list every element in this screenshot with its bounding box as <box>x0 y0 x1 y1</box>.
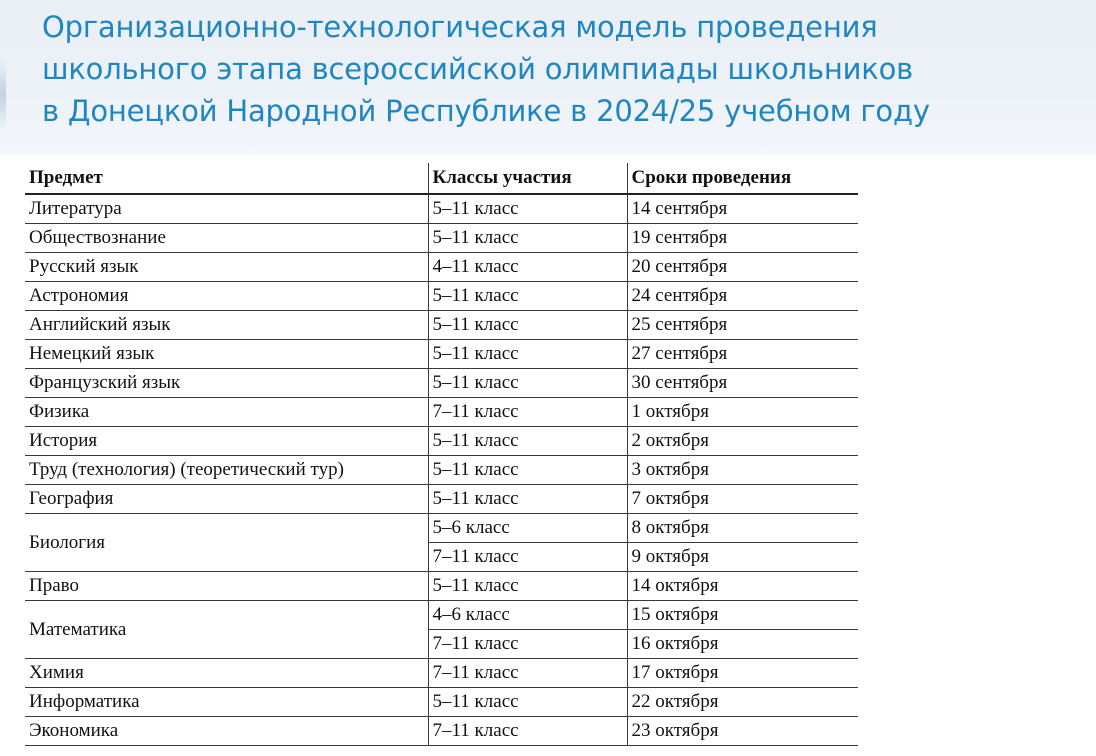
date-cell: 1 октября <box>627 398 858 427</box>
table-row <box>25 311 858 340</box>
classes-cell: 7–11 класс <box>428 543 627 572</box>
classes-cell: 7–11 класс <box>428 717 627 746</box>
table-row <box>25 398 858 427</box>
classes-cell: 4–11 класс <box>428 253 627 282</box>
table-header-row <box>25 163 858 194</box>
table-row <box>25 572 858 601</box>
classes-cell: 7–11 класс <box>428 398 627 427</box>
table-row <box>25 282 858 311</box>
classes-cell: 5–11 класс <box>428 224 627 253</box>
title-line-2: школьного этапа всероссийской олимпиады школьников <box>42 52 914 86</box>
subject-cell: География <box>25 485 428 514</box>
title-banner <box>0 0 1096 155</box>
classes-cell: 5–11 класс <box>428 194 627 224</box>
olympiad-schedule-table <box>25 163 858 746</box>
classes-cell: 5–11 класс <box>428 688 627 717</box>
table-row <box>25 340 858 369</box>
subject-cell: Физика <box>25 398 428 427</box>
date-cell: 24 сентября <box>627 282 858 311</box>
subject-cell: Биология <box>25 514 428 572</box>
date-cell: 9 октября <box>627 543 858 572</box>
subject-cell: Экономика <box>25 717 428 746</box>
table-row <box>25 253 858 282</box>
subject-cell: Информатика <box>25 688 428 717</box>
classes-cell: 5–11 класс <box>428 311 627 340</box>
table-row <box>25 659 858 688</box>
page-title <box>42 6 930 132</box>
subject-cell: Немецкий язык <box>25 340 428 369</box>
subject-cell: Обществознание <box>25 224 428 253</box>
date-cell: 23 октября <box>627 717 858 746</box>
table-row <box>25 224 858 253</box>
subject-cell: Математика <box>25 601 428 659</box>
header-subject: Предмет <box>25 163 428 194</box>
subject-cell: Право <box>25 572 428 601</box>
date-cell: 15 октября <box>627 601 858 630</box>
table-row <box>25 601 858 630</box>
classes-cell: 5–11 класс <box>428 427 627 456</box>
table-row <box>25 688 858 717</box>
date-cell: 8 октября <box>627 514 858 543</box>
classes-cell: 5–11 класс <box>428 485 627 514</box>
subject-cell: Английский язык <box>25 311 428 340</box>
date-cell: 16 октября <box>627 630 858 659</box>
classes-cell: 7–11 класс <box>428 630 627 659</box>
header-dates: Сроки проведения <box>627 163 858 194</box>
table-row <box>25 514 858 543</box>
subject-cell: Химия <box>25 659 428 688</box>
classes-cell: 5–11 класс <box>428 456 627 485</box>
header-classes: Классы участия <box>428 163 627 194</box>
date-cell: 19 сентября <box>627 224 858 253</box>
date-cell: 20 сентября <box>627 253 858 282</box>
classes-cell: 5–6 класс <box>428 514 627 543</box>
classes-cell: 4–6 класс <box>428 601 627 630</box>
date-cell: 27 сентября <box>627 340 858 369</box>
classes-cell: 5–11 класс <box>428 282 627 311</box>
title-line-1: Организационно-технологическая модель проведения <box>42 10 878 44</box>
classes-cell: 5–11 класс <box>428 572 627 601</box>
date-cell: 17 октября <box>627 659 858 688</box>
subject-cell: Русский язык <box>25 253 428 282</box>
date-cell: 30 сентября <box>627 369 858 398</box>
date-cell: 14 сентября <box>627 194 858 224</box>
date-cell: 3 октября <box>627 456 858 485</box>
classes-cell: 5–11 класс <box>428 340 627 369</box>
subject-cell: Труд (технология) (теоретический тур) <box>25 456 428 485</box>
table-row <box>25 717 858 746</box>
date-cell: 14 октября <box>627 572 858 601</box>
classes-cell: 5–11 класс <box>428 369 627 398</box>
subject-cell: Литература <box>25 194 428 224</box>
table-row <box>25 427 858 456</box>
subject-cell: Астрономия <box>25 282 428 311</box>
classes-cell: 7–11 класс <box>428 659 627 688</box>
date-cell: 7 октября <box>627 485 858 514</box>
subject-cell: История <box>25 427 428 456</box>
date-cell: 25 сентября <box>627 311 858 340</box>
date-cell: 2 октября <box>627 427 858 456</box>
title-line-3: в Донецкой Народной Республике в 2024/25 учебном году <box>42 94 930 128</box>
table-row <box>25 369 858 398</box>
subject-cell: Французский язык <box>25 369 428 398</box>
table-row <box>25 194 858 224</box>
table-row <box>25 456 858 485</box>
table-row <box>25 485 858 514</box>
decorative-accent <box>0 60 6 130</box>
date-cell: 22 октября <box>627 688 858 717</box>
